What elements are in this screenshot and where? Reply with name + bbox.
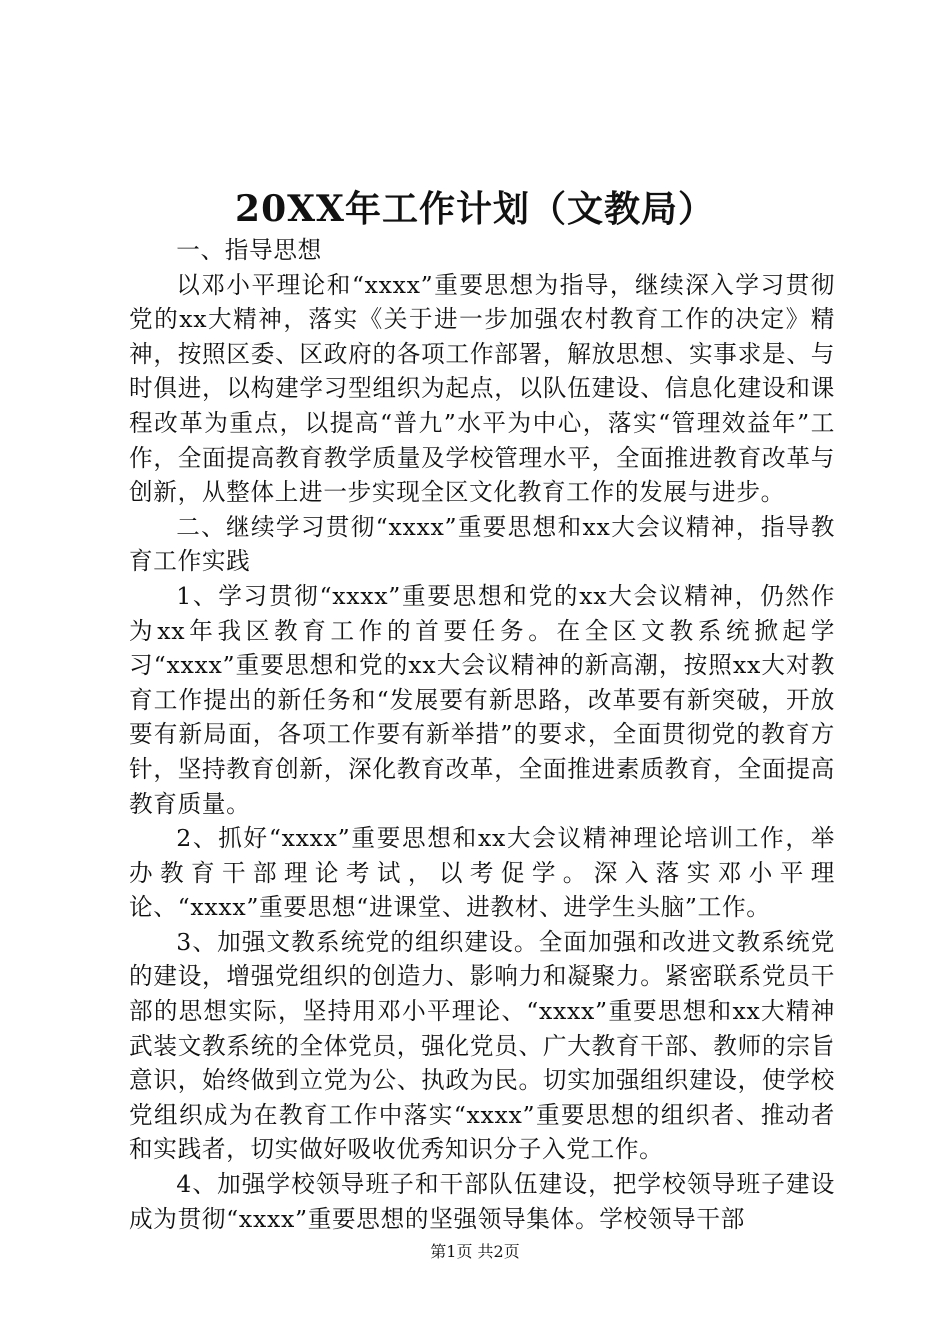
document-body (129, 233, 835, 1236)
document-title: 20XX年工作计划（文教局） (235, 188, 715, 230)
section-heading-study-implementation: 二、继续学习贯彻“xxxx”重要思想和xx大会议精神，指导教育工作实践 (129, 512, 835, 576)
page-number-footer: 第1页 共2页 (430, 1242, 520, 1261)
paragraph: 以邓小平理论和“xxxx”重要思想为指导，继续深入学习贯彻党的xx大精神，落实《关于进一步加强农村教育工作的决定》精神，按照区委、区政府的各项工作部署，解放思想、实事求是、与时俱进，以构建学习型组织为起点，以队伍建设、信息化建设和课程改革为重点，以提高“普九”水平为中心，落实“管理效益年”工作，全面提高教育教学质量及学校管理水平，全面推进教育改革与创新，从整体上进一步实现全区文化教育工作的发展与进步。 (129, 270, 835, 507)
paragraph: 4、加强学校领导班子和干部队伍建设，把学校领导班子建设成为贯彻“xxxx”重要思想的坚强领导集体。学校领导干部 (129, 1170, 835, 1233)
section-heading-guiding-ideology: 一、指导思想 (176, 236, 322, 264)
paragraph: 3、加强文教系统党的组织建设。全面加强和改进文教系统党的建设，增强党组织的创造力、影响力和凝聚力。紧密联系党员干部的思想实际，坚持用邓小平理论、“xxxx”重要思想和xx大精神武装文教系统的全体党员，强化党员、广大教育干部、教师的宗旨意识，始终做到立党为公、执政为民。切实加强组织建设，使学校党组织成为在教育工作中落实“xxxx”重要思想的组织者、推动者和实践者，切实做好吸收优秀知识分子入党工作。 (129, 927, 835, 1164)
paragraph: 2、抓好“xxxx”重要思想和xx大会议精神理论培训工作，举办教育干部理论考试，以考促学。深入落实邓小平理论、“xxxx”重要思想“进课堂、进教材、进学生头脑”工作。 (129, 824, 835, 922)
paragraph: 1、学习贯彻“xxxx”重要思想和党的xx大会议精神，仍然作为xx年我区教育工作的首要任务。在全区文教系统掀起学习“xxxx”重要思想和党的xx大会议精神的新高潮，按照xx大对教育工作提出的新任务和“发展要有新思路，改革要有新突破，开放要有新局面，各项工作要有新举措”的要求，全面贯彻党的教育方针，坚持教育创新，深化教育改革，全面推进素质教育，全面提高教育质量。 (129, 581, 835, 818)
